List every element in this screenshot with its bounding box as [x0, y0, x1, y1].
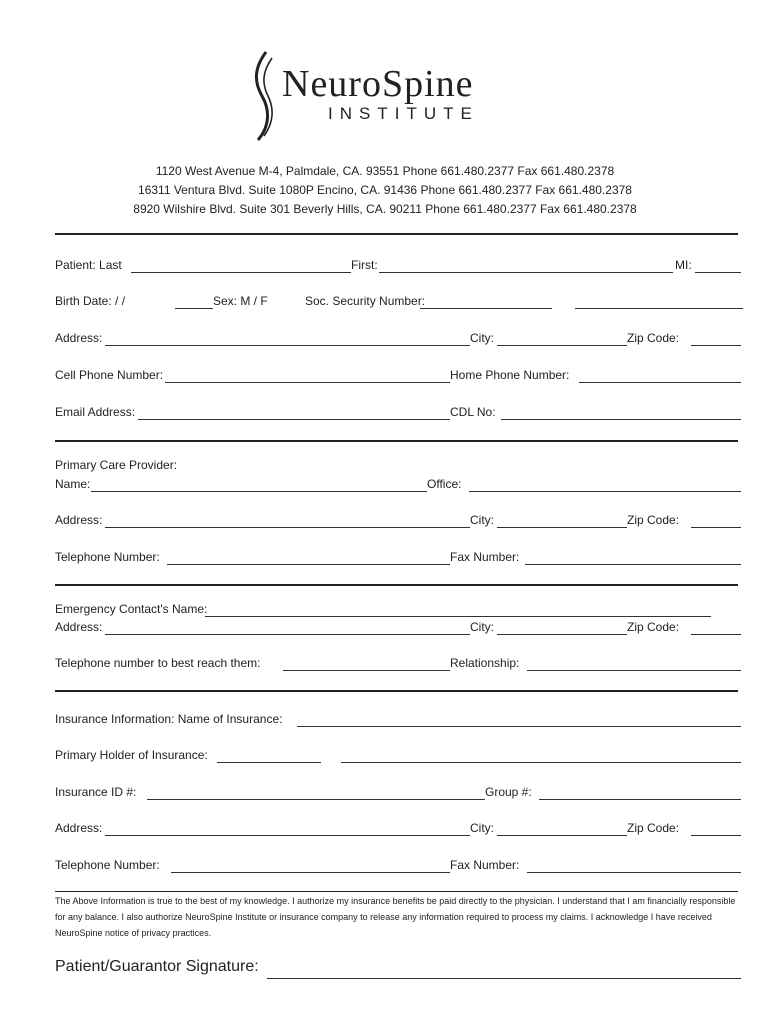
emergency-phone-row — [55, 655, 743, 673]
section-divider — [55, 233, 738, 235]
insurance-id-field[interactable] — [147, 799, 485, 800]
cdl-field[interactable] — [501, 419, 741, 420]
emergency-address-field[interactable] — [105, 634, 470, 635]
cdl-label: CDL No: — [450, 405, 496, 419]
logo-name: NeuroSpine — [282, 63, 474, 105]
mi-field[interactable] — [695, 272, 741, 273]
pcp-zip-field[interactable] — [691, 527, 741, 528]
insurance-city-label: City: — [470, 821, 494, 835]
pcp-office-label: Office: — [427, 477, 462, 491]
spine-swirl-icon — [250, 48, 280, 144]
ssn-field-2[interactable] — [575, 308, 743, 309]
emergency-zip-field[interactable] — [691, 634, 741, 635]
insurance-city-field[interactable] — [497, 835, 627, 836]
pcp-address-row — [55, 512, 743, 530]
emergency-city-label: City: — [470, 620, 494, 634]
emergency-name-field[interactable] — [205, 616, 711, 617]
first-name-field[interactable] — [381, 272, 673, 273]
insurance-holder-field[interactable] — [217, 762, 321, 763]
insurance-fax-label: Fax Number: — [450, 858, 520, 872]
insurance-address-field[interactable] — [105, 835, 470, 836]
pcp-name-label: Name: — [55, 477, 91, 491]
section-divider — [55, 891, 738, 892]
emergency-telephone-label: Telephone number to best reach them: — [55, 656, 261, 670]
section-divider — [55, 584, 738, 586]
neurospine-logo — [250, 48, 550, 148]
emergency-name-row — [55, 601, 743, 619]
birth-row — [55, 293, 743, 311]
cell-phone-label: Cell Phone Number: — [55, 368, 164, 382]
insurance-zip-label: Zip Code: — [627, 821, 680, 835]
home-phone-field[interactable] — [579, 382, 741, 383]
city-label: City: — [470, 331, 494, 345]
insurance-holder-row — [55, 747, 743, 765]
relationship-field[interactable] — [527, 670, 741, 671]
group-field[interactable] — [539, 799, 741, 800]
insurance-id-row — [55, 784, 743, 802]
address-palmdale: 1120 West Avenue M-4, Palmdale, CA. 93551 Phone 661.480.2377 Fax 661.480.2378 — [155, 164, 615, 178]
signature-row — [55, 958, 741, 982]
email-field[interactable] — [138, 419, 450, 420]
pcp-name-field[interactable] — [91, 491, 427, 492]
pcp-telephone-field[interactable] — [167, 564, 450, 565]
insurance-telephone-label: Telephone Number: — [55, 858, 160, 872]
logo-subtitle: INSTITUTE — [328, 104, 479, 123]
authorization-disclaimer: The Above Information is true to the best of my knowledge. I authorize my insurance benefits be paid directly to the physician. I understand that I am financially responsible for any balance. I also authorize NeuroSpine Institute or insurance company to release any information required to process my claims. I acknowledge I have received NeuroSpine notice of privacy practices. — [55, 896, 736, 938]
section-divider — [55, 440, 738, 442]
pcp-city-field[interactable] — [497, 527, 627, 528]
pcp-address-label: Address: — [55, 513, 103, 527]
insurance-holder-label: Primary Holder of Insurance: — [55, 748, 208, 762]
phone-row — [55, 367, 743, 385]
patient-name-row — [55, 257, 743, 275]
emergency-address-row — [55, 619, 743, 637]
pcp-phone-row — [55, 549, 743, 567]
email-label: Email Address: — [55, 405, 136, 419]
emergency-zip-label: Zip Code: — [627, 620, 680, 634]
cell-phone-field[interactable] — [165, 382, 450, 383]
insurance-telephone-field[interactable] — [171, 872, 450, 873]
pcp-address-field[interactable] — [105, 527, 470, 528]
pcp-city-label: City: — [470, 513, 494, 527]
insurance-fax-field[interactable] — [527, 872, 741, 873]
insurance-name-field[interactable] — [297, 726, 741, 727]
pcp-zip-label: Zip Code: — [627, 513, 680, 527]
emergency-address-label: Address: — [55, 620, 103, 634]
address-label: Address: — [55, 331, 103, 345]
relationship-label: Relationship: — [450, 656, 520, 670]
signature-label: Patient/Guarantor Signature: — [55, 958, 259, 975]
patient-last-label: Patient: Last — [55, 258, 122, 272]
primary-care-heading: Primary Care Provider: — [55, 458, 178, 472]
pcp-fax-field[interactable] — [525, 564, 741, 565]
pcp-name-row — [55, 476, 743, 494]
zip-field[interactable] — [691, 345, 741, 346]
birth-date-label: Birth Date: / / — [55, 294, 126, 308]
sex-label[interactable]: Sex: M / F — [213, 294, 268, 308]
address-encino: 16311 Ventura Blvd. Suite 1080P Encino, CA. 91436 Phone 661.480.2377 Fax 661.480.2378 — [138, 183, 632, 197]
insurance-name-row — [55, 711, 743, 729]
insurance-address-label: Address: — [55, 821, 103, 835]
insurance-zip-field[interactable] — [691, 835, 741, 836]
city-field[interactable] — [497, 345, 627, 346]
insurance-name-label: Insurance Information: Name of Insurance: — [55, 712, 283, 726]
pcp-telephone-label: Telephone Number: — [55, 550, 160, 564]
address-beverly-hills: 8920 Wilshire Blvd. Suite 301 Beverly Hills, CA. 90211 Phone 661.480.2377 Fax 661.480.2378 — [133, 202, 637, 216]
section-divider — [55, 690, 738, 692]
home-phone-label: Home Phone Number: — [450, 368, 570, 382]
signature-field[interactable] — [267, 978, 741, 979]
mi-label: MI: — [675, 258, 692, 272]
address-field[interactable] — [105, 345, 470, 346]
first-name-label: First: — [351, 258, 378, 272]
ssn-field[interactable] — [420, 308, 552, 309]
emergency-telephone-field[interactable] — [283, 670, 450, 671]
zip-label: Zip Code: — [627, 331, 680, 345]
emergency-city-field[interactable] — [497, 634, 627, 635]
birth-year-field[interactable] — [175, 308, 213, 309]
insurance-phone-row — [55, 857, 743, 875]
emergency-name-label: Emergency Contact's Name: — [55, 602, 208, 616]
group-label: Group #: — [485, 785, 532, 799]
email-row — [55, 404, 743, 422]
insurance-address-row — [55, 820, 743, 838]
insurance-holder-field-2[interactable] — [341, 762, 741, 763]
insurance-id-label: Insurance ID #: — [55, 785, 137, 799]
pcp-fax-label: Fax Number: — [450, 550, 520, 564]
ssn-label: Soc. Security Number: — [305, 294, 426, 308]
patient-address-row — [55, 330, 743, 348]
pcp-office-field[interactable] — [469, 491, 741, 492]
